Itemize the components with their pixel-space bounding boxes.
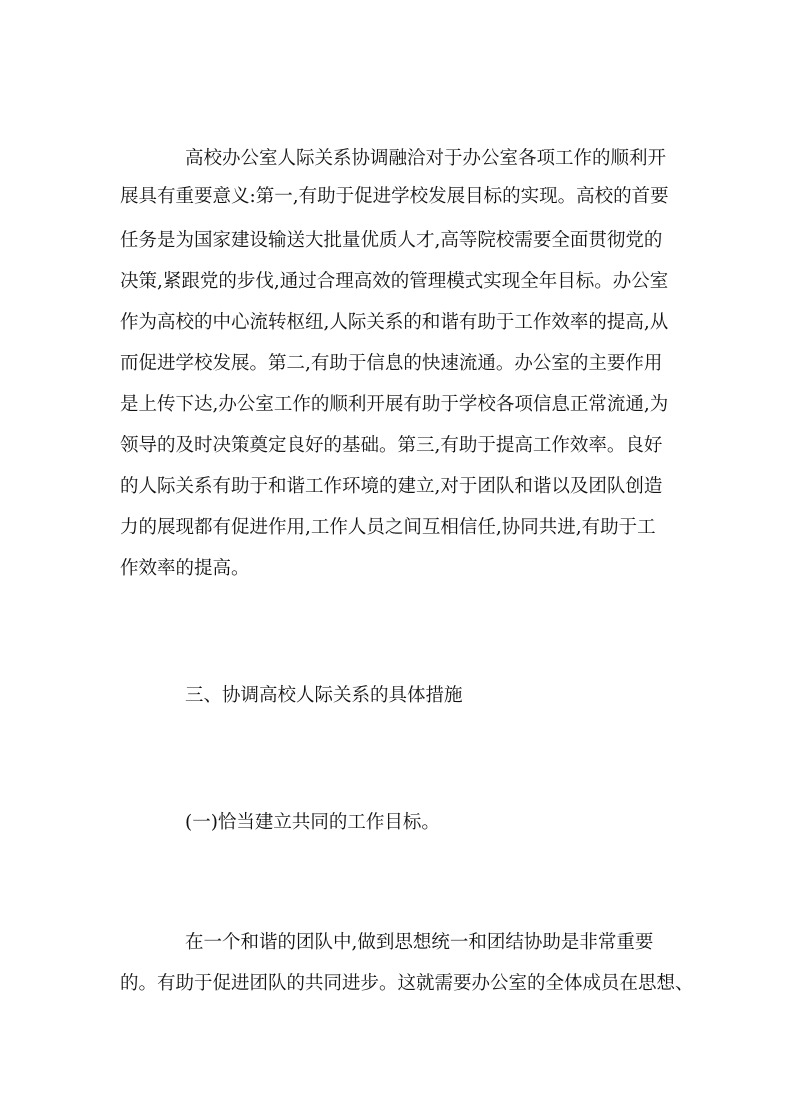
paragraph-line: 领导的及时决策奠定良好的基础。第三,有助于提高工作效率。良好 <box>120 435 663 456</box>
paragraph-line: 高校办公室人际关系协调融洽对于办公室各项工作的顺利开 <box>185 148 667 169</box>
paragraph-line: 在一个和谐的团队中,做到思想统一和团结协助是非常重要 <box>185 932 654 953</box>
paragraph-line: 任务是为国家建设输送大批量优质人才,高等院校需要全面贯彻党的 <box>120 230 663 251</box>
paragraph-line: 作效率的提高。 <box>120 558 250 579</box>
paragraph-line: 作为高校的中心流转枢纽,人际关系的和谐有助于工作效率的提高,从 <box>120 312 669 333</box>
section-heading: 三、协调高校人际关系的具体措施 <box>185 685 463 706</box>
paragraph-line: 是上传下达,办公室工作的顺利开展有助于学校各项信息正常流通,为 <box>120 394 669 415</box>
subsection-heading: (一)恰当建立共同的工作目标。 <box>185 812 440 833</box>
paragraph-line: 的人际关系有助于和谐工作环境的建立,对于团队和谐以及团队创造 <box>120 476 663 497</box>
paragraph-line: 而促进学校发展。第二,有助于信息的快速流通。办公室的主要作用 <box>120 353 663 374</box>
paragraph-line: 展具有重要意义:第一,有助于促进学校发展目标的实现。高校的首要 <box>120 186 669 207</box>
paragraph-line: 的。有助于促进团队的共同进步。这就需要办公室的全体成员在思想、 <box>120 973 694 994</box>
paragraph-line: 决策,紧跟党的步伐,通过合理高效的管理模式实现全年目标。办公室 <box>120 271 669 292</box>
paragraph-line: 力的展现都有促进作用,工作人员之间互相信任,协同共进,有助于工 <box>120 517 656 538</box>
